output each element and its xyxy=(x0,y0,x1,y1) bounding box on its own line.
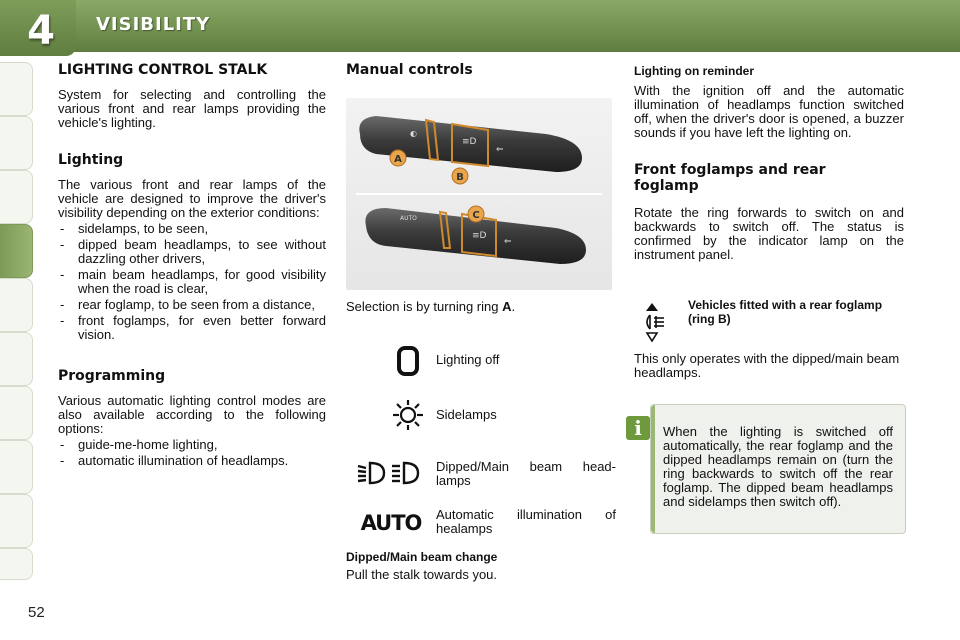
mode-label: Lighting off xyxy=(436,352,500,367)
selection-text: Selection is by turning ring xyxy=(346,299,503,314)
mode-label: Sidelamps xyxy=(436,407,497,422)
info-icon: i xyxy=(626,416,650,440)
list-item: - sidelamps, to be seen, xyxy=(58,222,326,236)
rear-fog-text: This only operates with the dipped/main beam headlamps. xyxy=(634,351,900,380)
rear-fog-heading: Vehicles fitted with a rear foglamp (ring B) xyxy=(688,298,883,326)
side-tab[interactable] xyxy=(0,116,33,170)
dipped-main-change xyxy=(346,550,614,582)
auto-icon: AUTO xyxy=(360,511,422,535)
lighting-off-icon xyxy=(386,344,430,378)
side-tab-active[interactable] xyxy=(0,224,33,278)
callout-c-label: C xyxy=(472,210,480,221)
programming-list xyxy=(58,438,326,468)
lighting-stalk-illustration xyxy=(346,98,612,290)
side-tab[interactable] xyxy=(0,62,33,116)
svg-text:◐: ◐ xyxy=(410,129,417,138)
list-item: - main beam headlamps, for good visibility when the road is clear, xyxy=(58,268,326,296)
list-item: - front foglamps, for even better forward vision. xyxy=(58,314,326,342)
selection-line: Selection is by turning ring A. xyxy=(346,299,516,314)
right-column xyxy=(634,64,904,262)
info-text: When the lighting is switched off automatically, the rear foglamp and the dipped headlamps remain on (turn the ring backwards to switch off the rear foglamp. The dipped beam headlamps and sidelamps then switch off). xyxy=(663,424,893,509)
dipped-text: Pull the stalk towards you. xyxy=(346,567,498,582)
side-tab[interactable] xyxy=(0,332,33,386)
rear-foglamp-icon xyxy=(640,300,674,344)
list-item: - rear foglamp, to be seen from a distance, xyxy=(58,298,326,312)
callout-a-label: A xyxy=(394,154,402,165)
svg-text:⇐: ⇐ xyxy=(496,145,504,155)
info-box xyxy=(650,404,906,534)
left-column xyxy=(58,62,326,470)
list-item: - dipped beam headlamps, to see without dazzling other drivers, xyxy=(58,238,326,266)
manual-controls-heading: Manual controls xyxy=(346,62,473,78)
mode-label: Dipped/Main beam head-lamps xyxy=(436,459,616,488)
side-tab[interactable] xyxy=(0,494,33,548)
side-tab[interactable] xyxy=(0,278,33,332)
chapter-side-tabs xyxy=(0,62,36,582)
lighting-text: The various front and rear lamps of the vehicle are designed to improve the driver's visibility depending on the exterior conditions: xyxy=(58,177,326,220)
reminder-heading: Lighting on reminder xyxy=(634,64,754,78)
svg-text:≡D: ≡D xyxy=(462,137,477,147)
svg-text:⇐: ⇐ xyxy=(504,237,512,247)
side-tab[interactable] xyxy=(0,440,33,494)
dipped-main-beam-icon xyxy=(354,456,428,490)
side-tab[interactable] xyxy=(0,548,33,580)
sidelamps-icon xyxy=(386,398,430,432)
svg-text:≡D: ≡D xyxy=(472,231,487,241)
chapter-tab xyxy=(0,0,76,56)
chapter-number: 4 xyxy=(27,8,55,54)
intro-text: System for selecting and controlling the various front and rear lamps providing the vehicle's lighting. xyxy=(58,87,326,130)
reminder-text: With the ignition off and the automatic illumination of headlamps function switched off, when the driver's door is opened, a buzzer sounds if you have left the lighting on. xyxy=(634,83,904,140)
side-tab[interactable] xyxy=(0,170,33,224)
section-title: LIGHTING CONTROL STALK xyxy=(58,62,268,78)
foglamps-heading: Front foglamps and rear foglamp xyxy=(634,162,826,194)
svg-text:AUTO: AUTO xyxy=(400,215,417,222)
stalk-drawing xyxy=(346,98,612,290)
list-item: - automatic illumination of headlamps. xyxy=(58,454,326,468)
mode-label: Automatic illumination of healamps xyxy=(436,507,616,536)
list-item: - guide-me-home lighting, xyxy=(58,438,326,452)
dipped-heading: Dipped/Main beam change xyxy=(346,550,498,564)
page-number: 52 xyxy=(28,604,45,621)
chapter-title: VISIBILITY xyxy=(96,14,211,35)
programming-text: Various automatic lighting control modes are also available according to the following options: xyxy=(58,393,326,436)
side-tab[interactable] xyxy=(0,386,33,440)
programming-heading: Programming xyxy=(58,368,166,384)
info-box-stripe xyxy=(651,405,655,533)
foglamps-text: Rotate the ring forwards to switch on and backwards to switch off. The status is confirmed by the indicator lamp on the instrument panel. xyxy=(634,205,904,262)
lighting-list xyxy=(58,222,326,342)
middle-column xyxy=(346,62,614,78)
callout-b-label: B xyxy=(456,172,464,183)
selection-ring: A xyxy=(502,299,512,314)
lighting-heading: Lighting xyxy=(58,152,124,168)
